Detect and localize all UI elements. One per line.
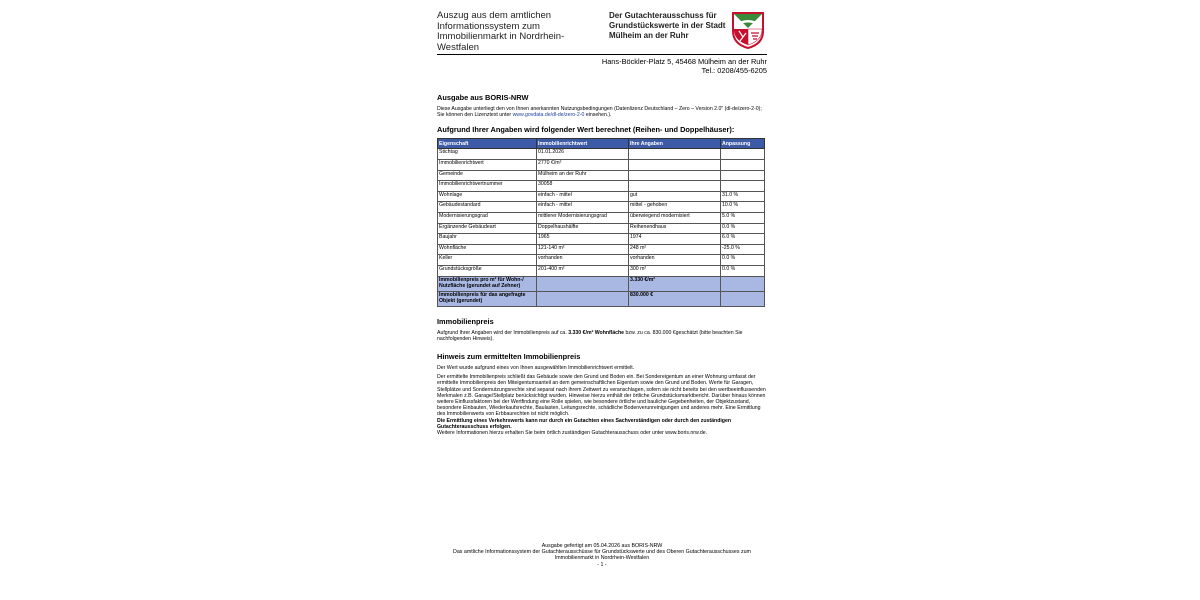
committee-name: Der Gutachterausschuss für Grundstückswerte in der Stadt Mülheim an der Ruhr	[609, 11, 726, 40]
table-row	[438, 244, 765, 255]
table-cell: 0.0 %	[721, 255, 765, 266]
license-link[interactable]: www.govdata.de/dl-de/zero-2-0	[512, 112, 585, 119]
column-header: Eigenschaft	[438, 139, 537, 149]
table-cell: Immobilienpreis für das angefragte Objekt (gerundet)	[438, 291, 537, 306]
table-cell: Immobilienrichtwert	[438, 160, 537, 171]
table-cell: 248 m²	[629, 244, 721, 255]
table-cell: 1965	[537, 234, 629, 245]
license-text	[437, 106, 767, 118]
price-text-part1: Aufgrund Ihrer Angaben wird der Immobilienpreis auf ca.	[437, 329, 569, 336]
table-cell: 5.0 %	[721, 212, 765, 223]
table-cell: 1974	[629, 234, 721, 245]
table-cell	[721, 276, 765, 291]
table-title: Aufgrund Ihrer Angaben wird folgender Wert berechnet (Reihen- und Doppelhäuser):	[437, 125, 735, 135]
document-page	[437, 0, 767, 568]
table-cell: Doppelhaushälfte	[537, 223, 629, 234]
table-row	[438, 149, 765, 160]
table-cell: Wohnlage	[438, 191, 537, 202]
table-cell: Wohnfläche	[438, 244, 537, 255]
table-cell	[537, 276, 629, 291]
footer-line-2: Das amtliche Informationssystem der Gutachterausschüsse für Grundstückswerte und des Oberen Gutachterausschusses zum Immobilienmarkt in Nordrhein-Westfalen	[453, 549, 751, 562]
table-cell: 0.0 %	[721, 223, 765, 234]
table-cell: -25.0 %	[721, 244, 765, 255]
phone-line: Tel.: 0208/455-6205	[701, 66, 767, 75]
table-cell: 0.0 %	[721, 265, 765, 276]
note-paragraph-3: Die Ermittlung eines Verkehrswerts kann nur durch ein Gutachten eines Sachverständigen oder durch den zuständigen Gutachterausschuss erfolgen.	[437, 417, 732, 430]
table-cell: Stichtag	[438, 149, 537, 160]
table-cell: 10.0 %	[721, 202, 765, 213]
table-row	[438, 212, 765, 223]
table-body	[438, 149, 765, 306]
note-paragraph-4: Weitere Informationen hierzu erhalten Sie beim örtlich zuständigen Gutachterausschuss oder unter www.boris.nrw.de.	[437, 429, 708, 436]
table-cell	[721, 291, 765, 306]
section-title-note: Hinweis zum ermittelten Immobilienpreis	[437, 351, 581, 361]
section-title-boris: Ausgabe aus BORIS-NRW	[437, 93, 529, 102]
column-header: Immobilienrichtwert	[537, 139, 629, 149]
table-cell: Gemeinde	[438, 170, 537, 181]
table-row	[438, 170, 765, 181]
table-cell: 3.330 €/m²	[629, 276, 721, 291]
document-footer	[437, 543, 767, 568]
result-row	[438, 291, 765, 306]
table-row	[438, 234, 765, 245]
table-cell: einfach - mittel	[537, 191, 629, 202]
table-cell	[629, 181, 721, 192]
price-text-part2: bzw. zu ca. 830.000 €geschätzt (bitte beachten Sie nachfolgenden Hinweis).	[437, 329, 743, 342]
table-cell: Keller	[438, 255, 537, 266]
note-paragraph-2: Der ermittelte Immobilienpreis schließt das Gebäude sowie den Grund und Boden ein. Bei Sondereigentum an einer Wohnung umfasst der ermittelte Immobilienpreis den Miteigentumsanteil an dem gemeinschaftlichen Eigentum sowie den Grund und Boden. Werte für Garagen, Stellplätze und Sondernutzungsrechte sind separat nach ihrem Zeitwert zu veranschlagen, sofern sie nicht bereits bei den wertbeeinflussenden Merkmalen z.B. Garage/Stellplatz berücksichtigt wurden. Hinweise hierzu enthält der örtliche Grundstücksmarktbericht. Darüber hinaus können weitere Einflussfaktoren bei der Wertfindung eine Rolle spielen, wie besondere örtliche und bauliche Gegebenheiten, der Objektzustand, besondere Einbauten, Wiederkaufsrechte, Baulasten, Leitungsrechte, schädliche Bodenverunreinigungen und anderes mehr. Eine Ermittlung des Immobilienwerts von Erbbaurechten ist nicht möglich.	[437, 374, 766, 418]
table-cell: mittel - gehoben	[629, 202, 721, 213]
table-cell	[537, 291, 629, 306]
table-cell: mittlerer Modernisierungsgrad	[537, 212, 629, 223]
table-cell: vorhanden	[537, 255, 629, 266]
table-cell: Modernisierungsgrad	[438, 212, 537, 223]
table-cell: Baujahr	[438, 234, 537, 245]
table-cell	[721, 181, 765, 192]
table-cell: 300 m²	[629, 265, 721, 276]
document-header	[437, 0, 767, 55]
table-cell: 01.01.2026	[537, 149, 629, 160]
table-cell: 2770 €/m²	[537, 160, 629, 171]
table-cell: Mülheim an der Ruhr	[537, 170, 629, 181]
table-cell: 201-400 m²	[537, 265, 629, 276]
table-row	[438, 202, 765, 213]
address-line: Hans-Böckler-Platz 5, 45468 Mülheim an der Ruhr	[601, 57, 767, 66]
column-header: Anpassung	[721, 139, 765, 149]
table-row	[438, 255, 765, 266]
table-cell: Immobilienpreis pro m² für Wohn-/ Nutzfläche (gerundet auf Zehner)	[438, 276, 537, 291]
table-cell	[721, 170, 765, 181]
license-text-part1: Diese Ausgabe unterliegt den von Ihnen anerkannten Nutzungsbedingungen (Datenlizenz Deutschland – Zero – Version 2.0" (dl-de/zero-2-0); Sie können den Lizenztext unter	[437, 106, 762, 119]
table-row	[438, 191, 765, 202]
result-row	[438, 276, 765, 291]
table-row	[438, 223, 765, 234]
table-cell: Grundstücksgröße	[438, 265, 537, 276]
price-text	[437, 330, 767, 342]
nrw-coat-of-arms-icon	[731, 11, 765, 49]
table-cell: 121-140 m²	[537, 244, 629, 255]
table-cell: überwiegend modernisiert	[629, 212, 721, 223]
header-title: Auszug aus dem amtlichen Informationssystem zum Immobilienmarkt in Nordrhein-Westfalen	[437, 10, 565, 53]
table-cell	[629, 160, 721, 171]
committee-address	[437, 57, 767, 75]
footer-line-1: Ausgabe gefertigt am 05.04.2026 aus BORIS-NRW	[541, 543, 663, 549]
table-cell	[629, 170, 721, 181]
table-cell	[629, 149, 721, 160]
table-header-row	[438, 139, 765, 149]
table-cell: Reihenendhaus	[629, 223, 721, 234]
table-cell: 31.0 %	[721, 191, 765, 202]
table-cell: 30058	[537, 181, 629, 192]
table-cell: Ergänzende Gebäudeart	[438, 223, 537, 234]
table-cell: vorhanden	[629, 255, 721, 266]
table-cell: Immobilienrichtwertnummer	[438, 181, 537, 192]
table-cell: 830.000 €	[629, 291, 721, 306]
column-header: Ihre Angaben	[629, 139, 721, 149]
table-cell: einfach - mittel	[537, 202, 629, 213]
table-cell: gut	[629, 191, 721, 202]
page-number: - 1 -	[597, 561, 607, 568]
table-row	[438, 160, 765, 171]
section-title-price: Immobilienpreis	[437, 316, 494, 326]
note-paragraph-1: Der Wert wurde aufgrund eines von Ihnen ausgewählten Immobilienrichtwert ermittelt.	[437, 364, 635, 371]
table-row	[438, 181, 765, 192]
license-text-part2: einsehen.).	[584, 112, 612, 119]
table-cell: 6.0 %	[721, 234, 765, 245]
price-per-m2: 3.330 €/m² Wohnfläche	[568, 329, 625, 336]
valuation-table	[437, 138, 765, 306]
table-cell	[721, 149, 765, 160]
table-row	[438, 265, 765, 276]
table-cell	[721, 160, 765, 171]
table-cell: Gebäudestandard	[438, 202, 537, 213]
